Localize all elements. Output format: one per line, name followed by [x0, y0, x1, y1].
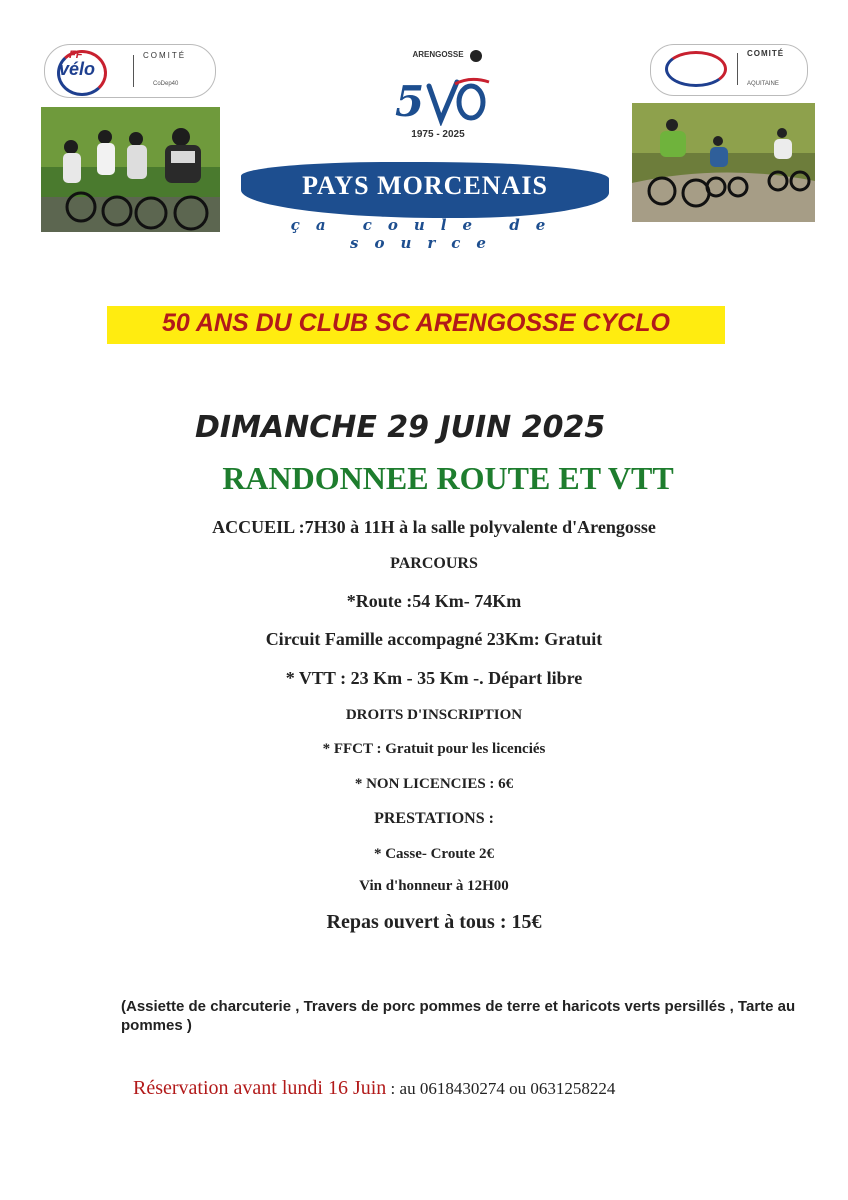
logo-left-comite: COMITÉ: [143, 51, 187, 60]
droits-heading: DROITS D'INSCRIPTION: [345, 707, 523, 723]
reservation-phones: : au 0618430274 ou 0631258224: [386, 1079, 616, 1098]
route-distances: *Route :54 Km- 74Km: [346, 591, 522, 611]
club-name-mark: ARENGOSSE: [412, 50, 464, 59]
circuit-famille: Circuit Famille accompagné 23Km: Gratuit: [265, 629, 603, 649]
logo-left-codep: CoDep40: [153, 81, 179, 87]
logo-separator-right: [737, 53, 738, 85]
fifty-years-logo: [395, 76, 505, 126]
accueil-info: ACCUEIL :7H30 à 11H à la salle polyvalente d'Arengosse: [212, 517, 656, 537]
event-title: RANDONNEE ROUTE ET VTT: [222, 460, 674, 496]
event-date: DIMANCHE 29 JUIN 2025: [195, 410, 606, 445]
headline: 50 ANS DU CLUB SC ARENGOSSE CYCLO: [162, 309, 670, 337]
pays-morcenais-tagline: ça coule de source: [290, 216, 562, 252]
menu-description: (Assiette de charcuterie , Travers de porc pommes de terre et haricots verts persillés , Tarte au pommes ): [121, 998, 796, 1034]
pays-morcenais-title: PAYS MORCENAIS: [302, 171, 548, 200]
reservation-line: [133, 1077, 615, 1100]
logo-right-region: AQUITAINE: [747, 81, 779, 87]
ffvelo-logo-right: [650, 44, 808, 96]
ffvelo-logo-left: [44, 44, 216, 98]
club-ball-icon: [470, 50, 482, 62]
prestations-heading: PRESTATIONS :: [374, 810, 494, 827]
road-cyclists-photo: [41, 107, 220, 232]
logo-separator: [133, 55, 134, 87]
ffvelo-ff-mark: FF: [69, 49, 83, 61]
anniversary-years: 1975 - 2025: [411, 129, 465, 140]
reservation-deadline: Réservation avant lundi 16 Juin: [133, 1077, 387, 1099]
road-cyclists-image: [41, 107, 220, 232]
ffct-price: * FFCT : Gratuit pour les licenciés: [322, 741, 546, 757]
non-licencies-price: * NON LICENCIES : 6€: [354, 776, 514, 792]
parcours-heading: PARCOURS: [390, 555, 478, 572]
ffvelo-velo-mark: vélo: [59, 59, 96, 79]
fifty-years-logo-image: [395, 76, 505, 126]
logo-right-comite: COMITÉ: [747, 49, 785, 58]
mountain-bikers-image: [632, 103, 815, 222]
svg-text:5: 5: [395, 77, 425, 126]
ffvelo-ring-icon-right: [665, 51, 727, 87]
repas-price: Repas ouvert à tous : 15€: [326, 911, 542, 933]
vin-honneur: Vin d'honneur à 12H00: [359, 878, 509, 894]
mountain-bikers-photo: [632, 103, 815, 222]
casse-croute-price: * Casse- Croute 2€: [373, 846, 495, 862]
vtt-distances: * VTT : 23 Km - 35 Km -. Départ libre: [285, 668, 583, 688]
